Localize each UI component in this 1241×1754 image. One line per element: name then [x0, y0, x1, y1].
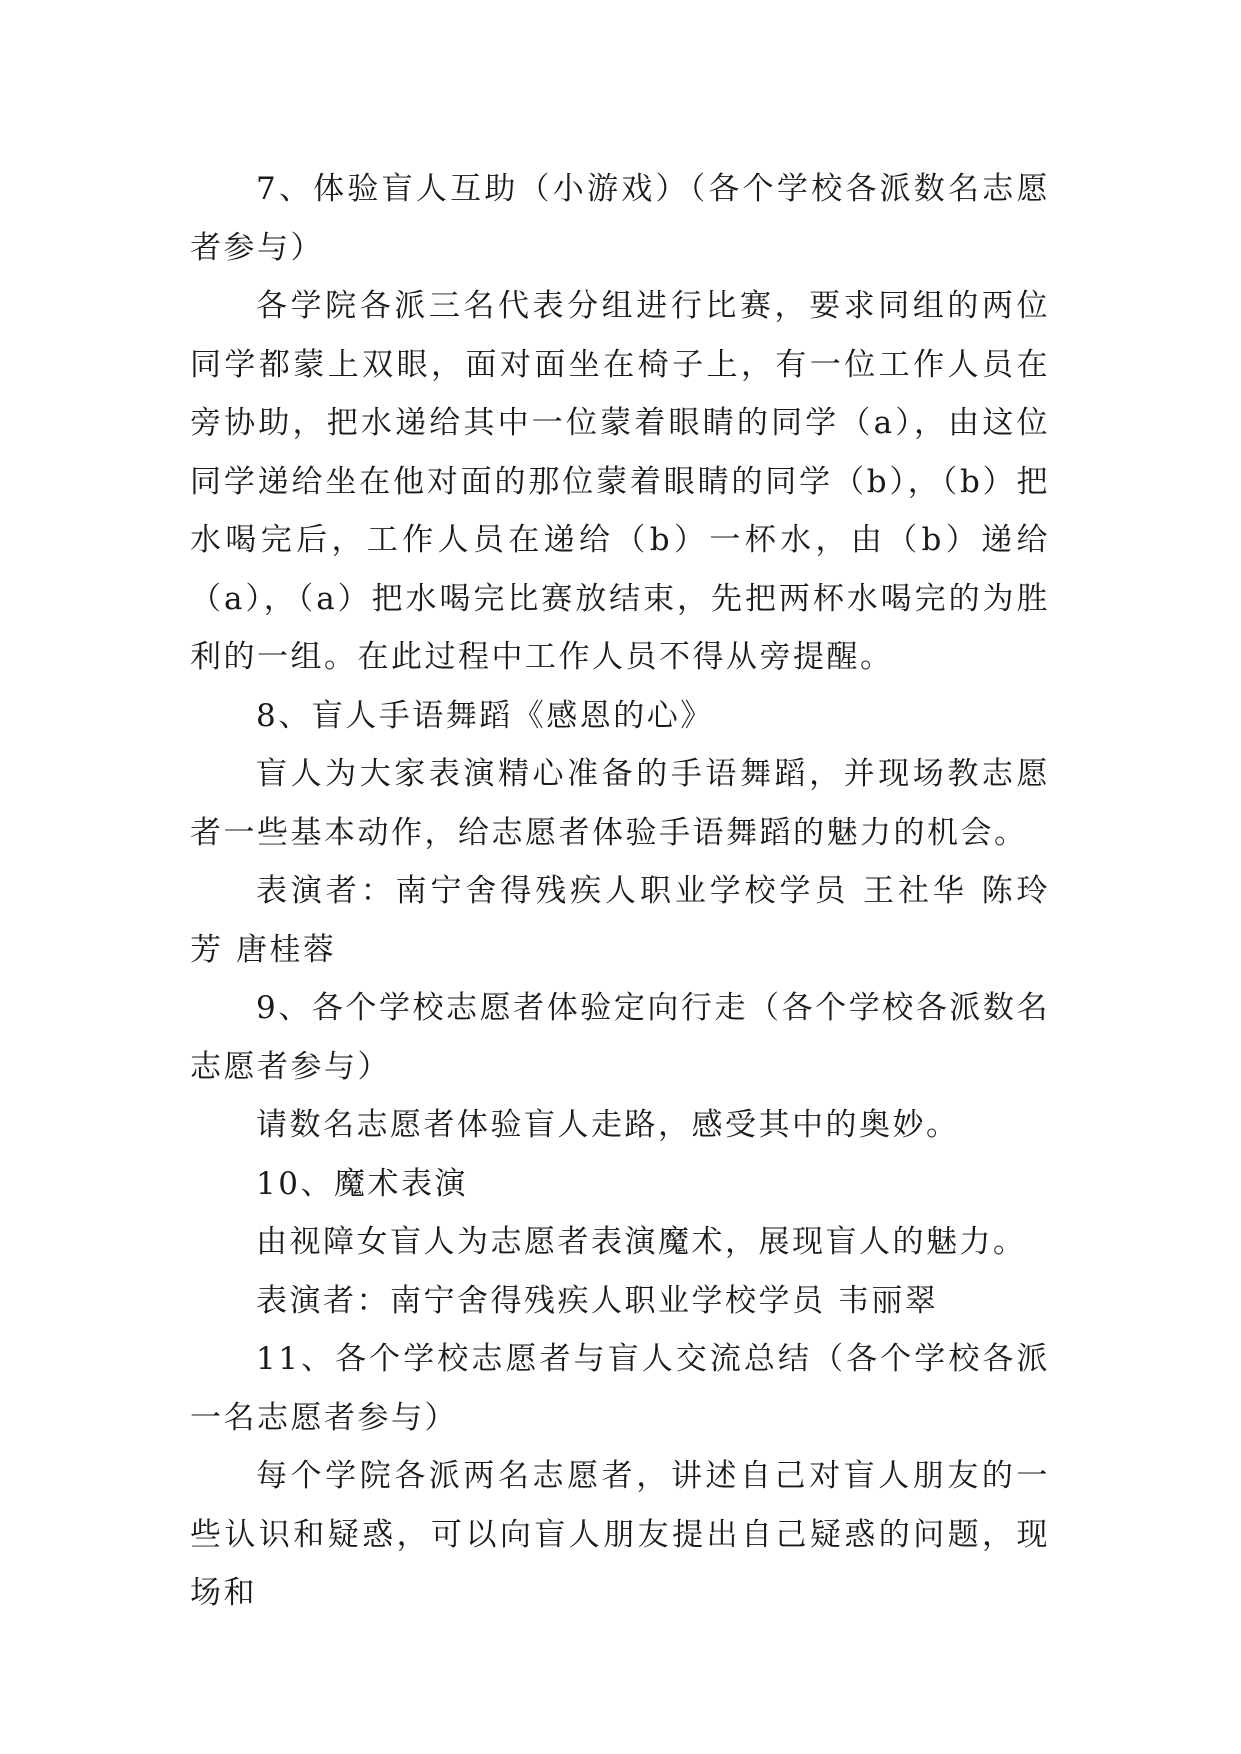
section-7-heading: 7、体验盲人互助（小游戏）（各个学校各派数名志愿者参与） [190, 171, 1050, 266]
section-8-heading: 8、盲人手语舞蹈《感恩的心》 [256, 697, 714, 734]
section-11-heading: 11、各个学校志愿者与盲人交流总结（各个学校各派一名志愿者参与） [190, 1341, 1050, 1436]
section-10-performers: 表演者：南宁舍得残疾人职业学校学员 韦丽翠 [256, 1282, 939, 1319]
section-10-heading: 10、魔术表演 [256, 1165, 468, 1202]
section-7-description: 各学院各派三名代表分组进行比赛，要求同组的两位同学都蒙上双眼，面对面坐在椅子上，有一位工作人员在旁协助，把水递给其中一位蒙着眼睛的同学（a），由这位同学递给坐在他对面的那位蒙着眼睛的同学（b），（b）把水喝完后，工作人员在递给（b）一杯水，由（b）递给（a），（a）把水喝完比赛放结束，先把两杯水喝完的为胜利的一组。在此过程中工作人员不得从旁提醒。 [190, 288, 1050, 675]
section-11-description: 每个学院各派两名志愿者，讲述自己对盲人朋友的一些认识和疑惑，可以向盲人朋友提出自己疑惑的问题，现场和 [190, 1458, 1050, 1611]
section-10-description: 由视障女盲人为志愿者表演魔术，展现盲人的魅力。 [256, 1224, 1027, 1260]
section-8-performers: 表演者：南宁舍得残疾人职业学校学员 王社华 陈玲芳 唐桂蓉 [190, 873, 1050, 968]
section-8-description: 盲人为大家表演精心准备的手语舞蹈，并现场教志愿者一些基本动作，给志愿者体验手语舞蹈的魅力的机会。 [190, 756, 1050, 851]
section-9-description: 请数名志愿者体验盲人走路，感受其中的奥妙。 [256, 1107, 960, 1143]
document-body [190, 160, 1050, 1623]
section-9-heading: 9、各个学校志愿者体验定向行走（各个学校各派数名志愿者参与） [190, 990, 1050, 1085]
